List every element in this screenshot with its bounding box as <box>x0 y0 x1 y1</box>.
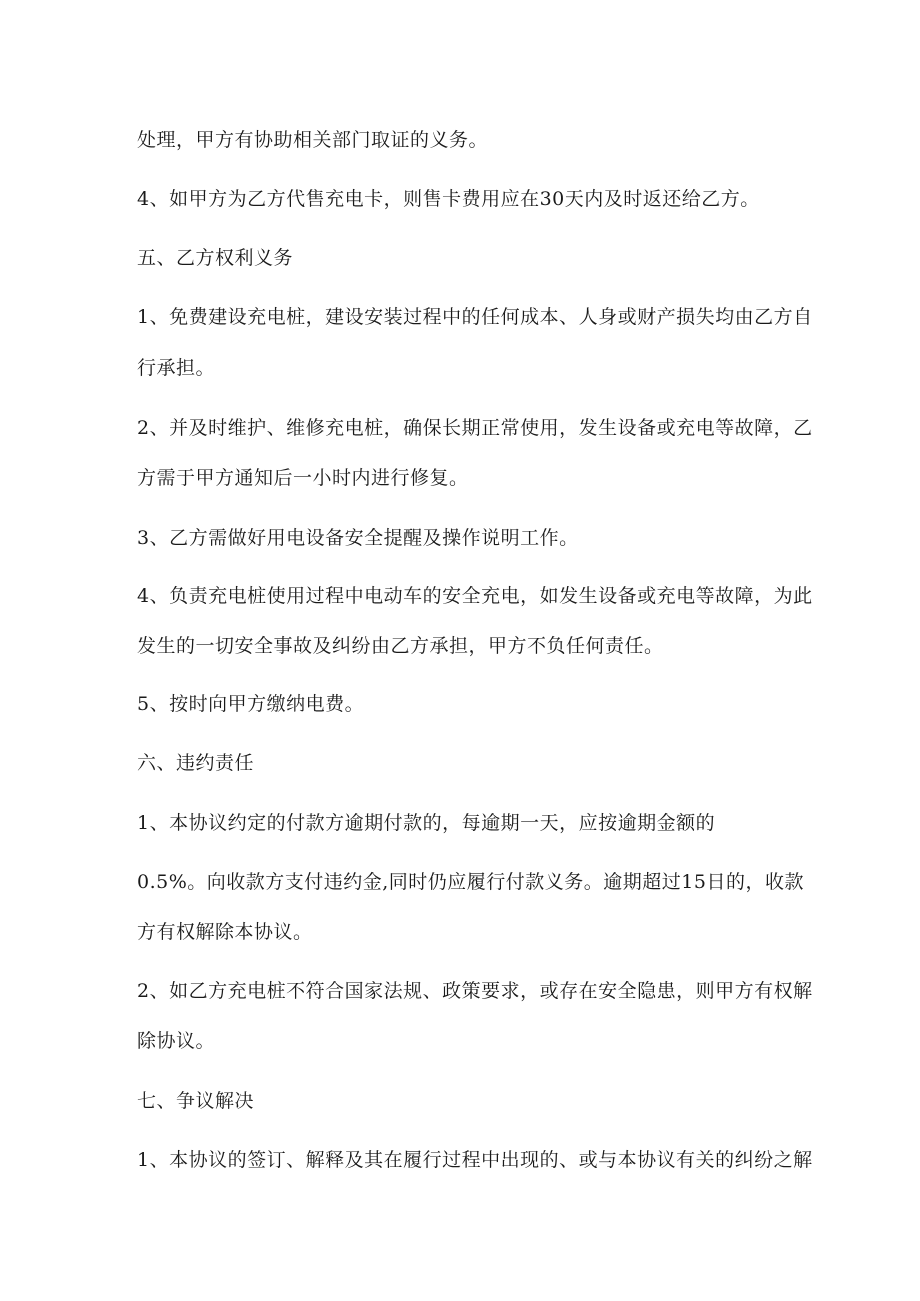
paragraph-line: 方需于甲方通知后一小时内进行修复。 <box>137 467 469 489</box>
section-heading: 六、违约责任 <box>137 752 255 774</box>
paragraph-line: 2、并及时维护、维修充电桩，确保长期正常使用，发生设备或充电等故障，乙 <box>137 417 813 439</box>
paragraph-line: 4、如甲方为乙方代售充电卡，则售卡费用应在30天内及时返还给乙方。 <box>137 188 760 210</box>
paragraph-line: 1、免费建设充电桩，建设安装过程中的任何成本、人身或财产损失均由乙方自 <box>137 306 813 328</box>
paragraph-line: 处理，甲方有协助相关部门取证的义务。 <box>137 129 489 151</box>
paragraph-line: 发生的一切安全事故及纠纷由乙方承担，甲方不负任何责任。 <box>137 635 664 657</box>
paragraph-line: 2、如乙方充电桩不符合国家法规、政策要求，或存在安全隐患，则甲方有权解 <box>137 980 813 1002</box>
paragraph-line: 4、负责充电桩使用过程中电动车的安全充电，如发生设备或充电等故障，为此 <box>137 585 813 607</box>
paragraph-line: 1、本协议约定的付款方逾期付款的，每逾期一天，应按逾期金额的 <box>137 812 716 834</box>
paragraph-line: 0.5%。向收款方支付违约金,同时仍应履行付款义务。逾期超过15日的，收款 <box>137 871 804 893</box>
paragraph-line: 1、本协议的签订、解释及其在履行过程中出现的、或与本协议有关的纠纷之解 <box>137 1149 813 1171</box>
paragraph-line: 方有权解除本协议。 <box>137 921 313 943</box>
section-heading: 七、争议解决 <box>137 1090 255 1112</box>
paragraph-line: 5、按时向甲方缴纳电费。 <box>137 693 365 715</box>
paragraph-line: 行承担。 <box>137 357 216 379</box>
paragraph-line: 除协议。 <box>137 1030 216 1052</box>
section-heading: 五、乙方权利义务 <box>137 247 294 269</box>
paragraph-line: 3、乙方需做好用电设备安全提醒及操作说明工作。 <box>137 527 579 549</box>
